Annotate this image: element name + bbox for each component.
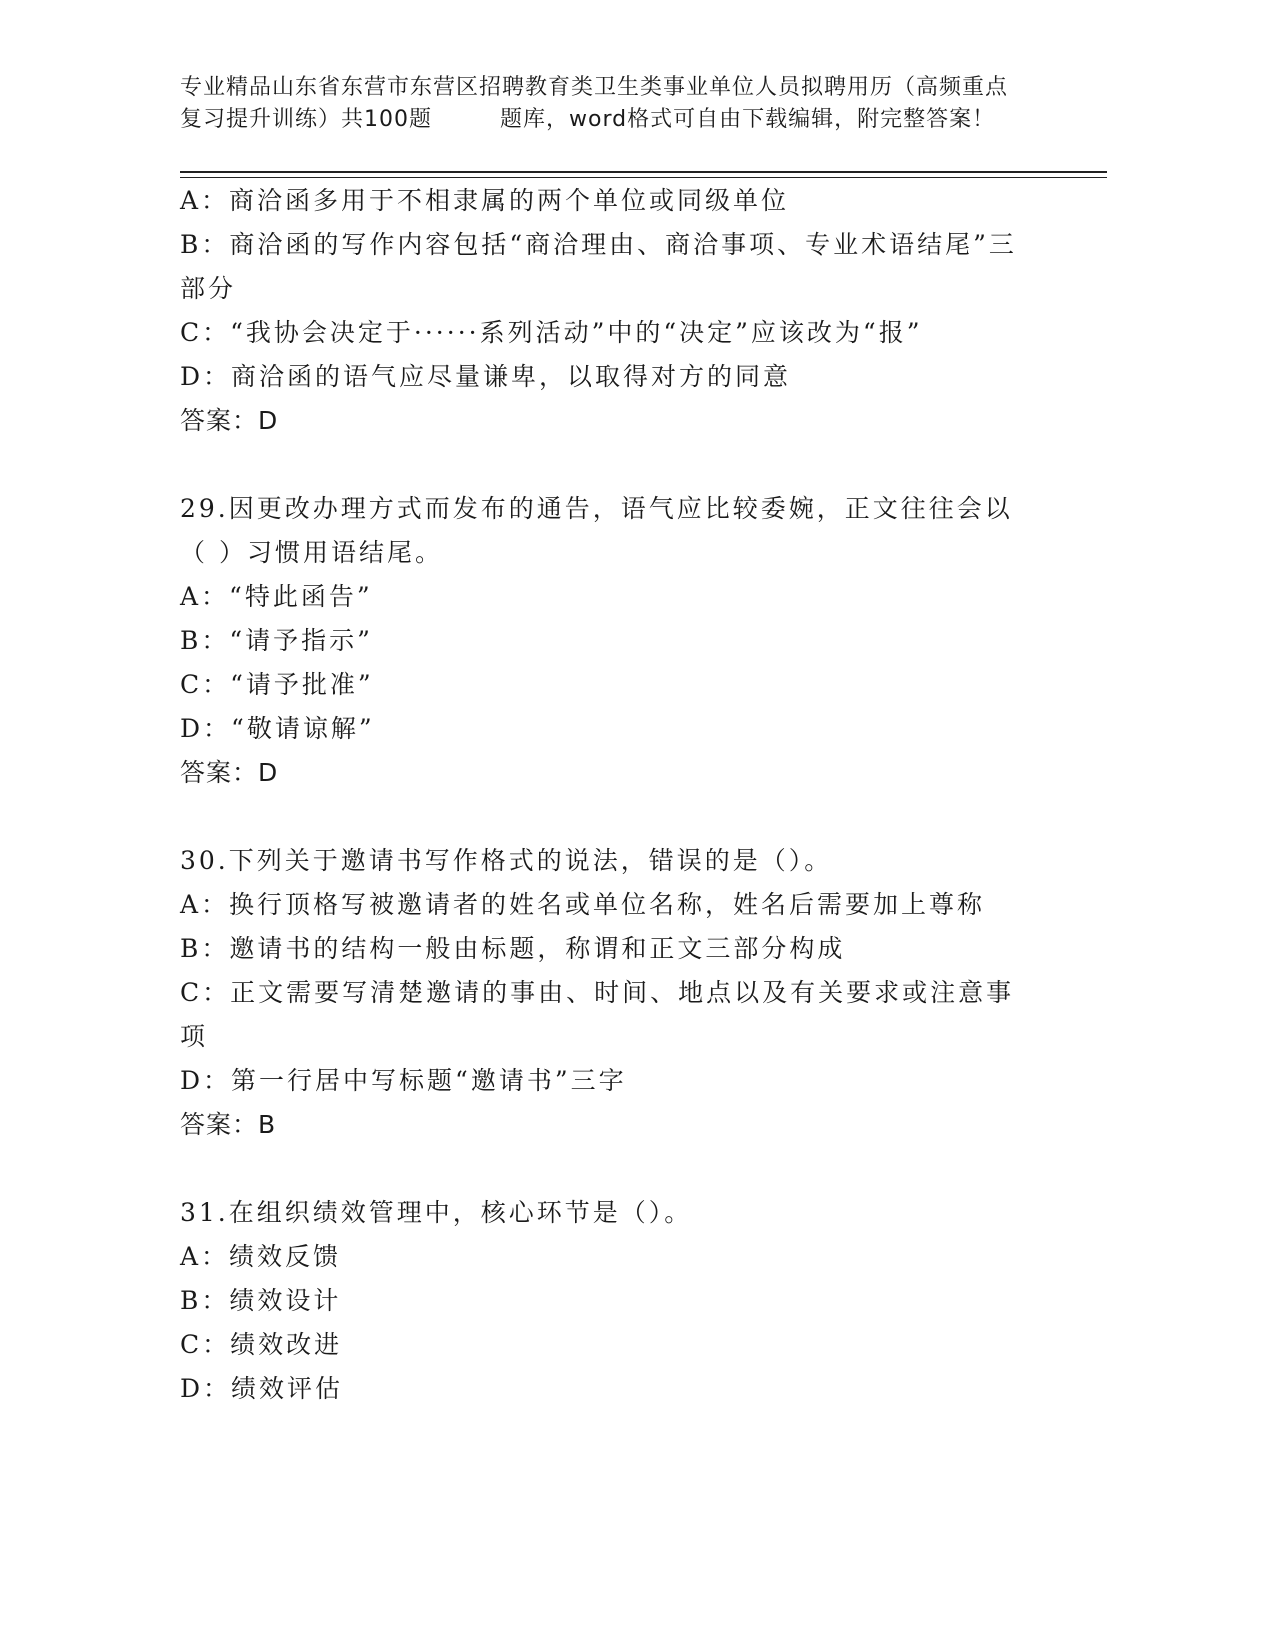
- header-title-line2-part2: 题库，word格式可自由下载编辑，附完整答案！: [500, 107, 996, 132]
- question-text: 30.下列关于邀请书写作格式的说法，错误的是（）。: [180, 846, 833, 875]
- option-a: A：“特此函告”: [180, 582, 373, 611]
- option-a: A：绩效反馈: [180, 1242, 342, 1271]
- option-a: A：商洽函多用于不相隶属的两个单位或同级单位: [180, 186, 790, 215]
- answer-line: 答案：D: [180, 406, 279, 435]
- option-d: D：绩效评估: [180, 1374, 344, 1403]
- header-divider-thick: [180, 171, 1107, 173]
- option-d: D：“敬请谅解”: [180, 714, 375, 743]
- option-c: C：正文需要写清楚邀请的事由、时间、地点以及有关要求或注意事项: [180, 978, 1015, 1051]
- question-text: 29.因更改办理方式而发布的通告，语气应比较委婉，正文往往会以（ ）习惯用语结尾。: [180, 494, 1013, 567]
- option-c: C：“请予批准”: [180, 670, 374, 699]
- option-b: B：邀请书的结构一般由标题，称谓和正文三部分构成: [180, 934, 846, 963]
- header-divider-thin: [180, 177, 1107, 178]
- answer-line: 答案：B: [180, 1110, 277, 1139]
- header-title-line2-part1: 复习提升训练）共100题: [180, 107, 432, 132]
- option-b: B：绩效设计: [180, 1286, 342, 1315]
- document-header: [180, 72, 1060, 136]
- question-list: [180, 179, 1040, 1411]
- header-title-line1: 专业精品山东省东营市东营区招聘教育类卫生类事业单位人员拟聘用历（高频重点: [180, 75, 1009, 100]
- header-title-line2: [180, 104, 1060, 136]
- question-text: 31.在组织绩效管理中，核心环节是（）。: [180, 1198, 693, 1227]
- option-b: B：“请予指示”: [180, 626, 373, 655]
- question-block-31: [180, 1191, 1040, 1411]
- answer-line: 答案：D: [180, 758, 279, 787]
- option-d: D：商洽函的语气应尽量谦卑，以取得对方的同意: [180, 362, 792, 391]
- question-block-previous: [180, 179, 1040, 443]
- question-block-30: [180, 839, 1040, 1147]
- option-c: C：“我协会决定于······系列活动”中的“决定”应该改为“报”: [180, 318, 923, 347]
- option-b: B：商洽函的写作内容包括“商洽理由、商洽事项、专业术语结尾”三部分: [180, 230, 1017, 303]
- option-a: A：换行顶格写被邀请者的姓名或单位名称，姓名后需要加上尊称: [180, 890, 986, 919]
- question-block-29: [180, 487, 1040, 795]
- option-c: C：绩效改进: [180, 1330, 343, 1359]
- option-d: D：第一行居中写标题“邀请书”三字: [180, 1066, 627, 1095]
